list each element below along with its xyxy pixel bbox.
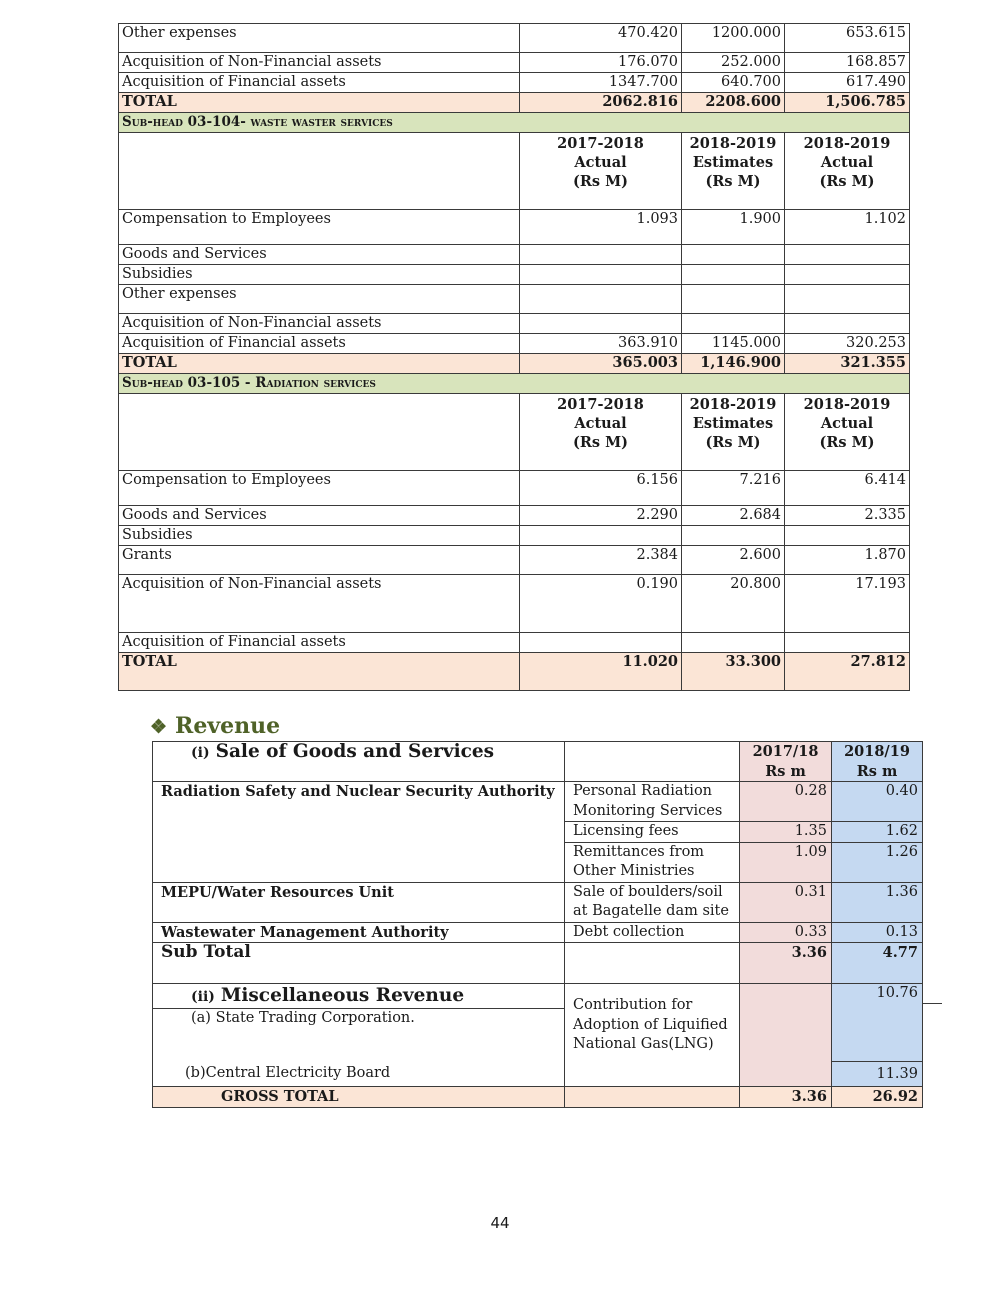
gross-total-row [153, 1086, 923, 1107]
total-value: 1,146.900 [682, 354, 785, 374]
subhead-row [119, 113, 910, 133]
value-cell: 617.490 [785, 73, 910, 93]
column-header: 2018-2019 Estimates (Rs M) [682, 133, 785, 210]
value-cell: 1.093 [520, 210, 682, 245]
value-cell: 2.684 [682, 506, 785, 526]
value-cell: 1145.000 [682, 334, 785, 354]
value-cell [682, 245, 785, 265]
value-cell: 1.900 [682, 210, 785, 245]
subhead-row [119, 374, 910, 394]
total-row [119, 354, 910, 374]
column-header: 2018-2019 Actual (Rs M) [785, 133, 910, 210]
value-cell: 1.35 [740, 822, 832, 843]
authority-name: Radiation Safety and Nuclear Security Authority [153, 782, 565, 822]
table-row [119, 73, 910, 93]
authority-name: Wastewater Management Authority [153, 922, 565, 943]
row-label: Grants [119, 546, 520, 575]
value-cell [785, 633, 910, 653]
table-row [153, 822, 923, 843]
table-row [119, 53, 910, 73]
row-label: Acquisition of Non-Financial assets [119, 575, 520, 633]
authority-name: MEPU/Water Resources Unit [153, 882, 565, 922]
value-cell: 20.800 [682, 575, 785, 633]
table-row [153, 922, 923, 943]
table-row [119, 471, 910, 506]
subtotal-value: 4.77 [832, 943, 923, 984]
value-cell: 2.384 [520, 546, 682, 575]
value-cell: 320.253 [785, 334, 910, 354]
row-label: Compensation to Employees [119, 210, 520, 245]
misc-item: Contribution for Adoption of Liquified National Gas(LNG) [565, 984, 740, 1062]
table-row [119, 526, 910, 546]
value-cell: 653.615 [785, 24, 910, 53]
section-title: (ii) Miscellaneous Revenue [153, 984, 565, 1009]
table-row [119, 210, 910, 245]
total-row [119, 653, 910, 691]
total-value: 2062.816 [520, 93, 682, 113]
row-label: Acquisition of Financial assets [119, 334, 520, 354]
value-cell: 640.700 [682, 73, 785, 93]
revenue-item: Licensing fees [565, 822, 740, 843]
row-label: Acquisition of Non-Financial assets [119, 314, 520, 334]
value-cell [520, 314, 682, 334]
total-value: 33.300 [682, 653, 785, 691]
total-value: 11.020 [520, 653, 682, 691]
subhead-104-title: Sub-head 03-104- waste waster services [122, 114, 393, 130]
row-label: Acquisition of Financial assets [119, 633, 520, 653]
value-cell: 6.414 [785, 471, 910, 506]
value-cell [682, 265, 785, 285]
subtotal-value: 3.36 [740, 943, 832, 984]
value-cell [682, 314, 785, 334]
column-header-row [119, 133, 910, 210]
row-label: Subsidies [119, 265, 520, 285]
row-label: Compensation to Employees [119, 471, 520, 506]
value-cell: 1.26 [832, 842, 923, 882]
revenue-header-row [153, 742, 923, 782]
value-cell [785, 526, 910, 546]
column-header: 2017-2018 Actual (Rs M) [520, 133, 682, 210]
total-value: 2208.600 [682, 93, 785, 113]
value-cell: 168.857 [785, 53, 910, 73]
value-cell: 363.910 [520, 334, 682, 354]
revenue-heading: ❖ Revenue [150, 713, 281, 739]
gross-total-value: 3.36 [740, 1086, 832, 1107]
misc-header-row [153, 984, 923, 1009]
total-value: 365.003 [520, 354, 682, 374]
table-row [119, 314, 910, 334]
column-header: 2017-2018 Actual (Rs M) [520, 394, 682, 471]
value-cell: 10.76 [832, 984, 923, 1062]
revenue-item: Sale of boulders/soil at Bagatelle dam site [565, 882, 740, 922]
row-label: Acquisition of Non-Financial assets [119, 53, 520, 73]
value-cell: 6.156 [520, 471, 682, 506]
value-cell: 0.40 [832, 782, 923, 822]
total-label: TOTAL [119, 354, 520, 374]
total-label: TOTAL [119, 93, 520, 113]
misc-item-a: (a) State Trading Corporation. [153, 1008, 565, 1061]
row-label: Acquisition of Financial assets [119, 73, 520, 93]
table-row [119, 285, 910, 314]
page-number: 44 [490, 1214, 510, 1232]
subtotal-row [153, 943, 923, 984]
value-cell: 2.600 [682, 546, 785, 575]
value-cell: 176.070 [520, 53, 682, 73]
row-label: Subsidies [119, 526, 520, 546]
value-cell: 7.216 [682, 471, 785, 506]
table-row [119, 245, 910, 265]
value-cell: 2.335 [785, 506, 910, 526]
value-cell: 11.39 [832, 1061, 923, 1086]
value-cell: 0.13 [832, 922, 923, 943]
divider [922, 1003, 942, 1004]
total-value: 321.355 [785, 354, 910, 374]
table-row [119, 265, 910, 285]
value-cell [520, 265, 682, 285]
table-row [119, 24, 910, 53]
table-row [153, 782, 923, 822]
row-label: Other expenses [119, 24, 520, 53]
table-row [119, 506, 910, 526]
value-cell [785, 245, 910, 265]
section-title: (i) Sale of Goods and Services [153, 742, 565, 782]
row-label: Other expenses [119, 285, 520, 314]
value-cell: 0.190 [520, 575, 682, 633]
total-value: 1,506.785 [785, 93, 910, 113]
value-cell: 1200.000 [682, 24, 785, 53]
value-cell: 0.33 [740, 922, 832, 943]
value-cell: 1.62 [832, 822, 923, 843]
total-label: TOTAL [119, 653, 520, 691]
value-cell: 0.28 [740, 782, 832, 822]
diamond-bullet-icon: ❖ [150, 716, 168, 738]
value-cell [785, 265, 910, 285]
table-row [119, 633, 910, 653]
total-value: 27.812 [785, 653, 910, 691]
row-label: Goods and Services [119, 506, 520, 526]
value-cell [785, 314, 910, 334]
table-row [119, 334, 910, 354]
value-cell: 0.31 [740, 882, 832, 922]
column-header: 2018/19 Rs m [832, 742, 923, 782]
revenue-item: Remittances from Other Ministries [565, 842, 740, 882]
column-header-row [119, 394, 910, 471]
column-header: 2018-2019 Estimates (Rs M) [682, 394, 785, 471]
value-cell: 1.870 [785, 546, 910, 575]
column-header: 2018-2019 Actual (Rs M) [785, 394, 910, 471]
value-cell [682, 526, 785, 546]
table-row [153, 882, 923, 922]
value-cell [682, 633, 785, 653]
value-cell: 1.09 [740, 842, 832, 882]
gross-total-value: 26.92 [832, 1086, 923, 1107]
value-cell: 470.420 [520, 24, 682, 53]
value-cell: 252.000 [682, 53, 785, 73]
value-cell: 1.36 [832, 882, 923, 922]
misc-item-b: (b)Central Electricity Board [153, 1061, 565, 1086]
table-row [153, 842, 923, 882]
value-cell [520, 526, 682, 546]
value-cell: 2.290 [520, 506, 682, 526]
gross-total-label: GROSS TOTAL [153, 1086, 565, 1107]
revenue-item: Debt collection [565, 922, 740, 943]
revenue-table [152, 741, 923, 1108]
total-row [119, 93, 910, 113]
budget-table [118, 23, 910, 691]
column-header: 2017/18 Rs m [740, 742, 832, 782]
value-cell: 1347.700 [520, 73, 682, 93]
value-cell [520, 633, 682, 653]
revenue-item: Personal Radiation Monitoring Services [565, 782, 740, 822]
value-cell [682, 285, 785, 314]
subtotal-label: Sub Total [153, 943, 565, 984]
value-cell [520, 285, 682, 314]
table-row [119, 546, 910, 575]
value-cell: 1.102 [785, 210, 910, 245]
value-cell: 17.193 [785, 575, 910, 633]
value-cell [785, 285, 910, 314]
value-cell [520, 245, 682, 265]
row-label: Goods and Services [119, 245, 520, 265]
table-row [119, 575, 910, 633]
subhead-105-title: Sub-head 03-105 - Radiation services [122, 375, 376, 391]
